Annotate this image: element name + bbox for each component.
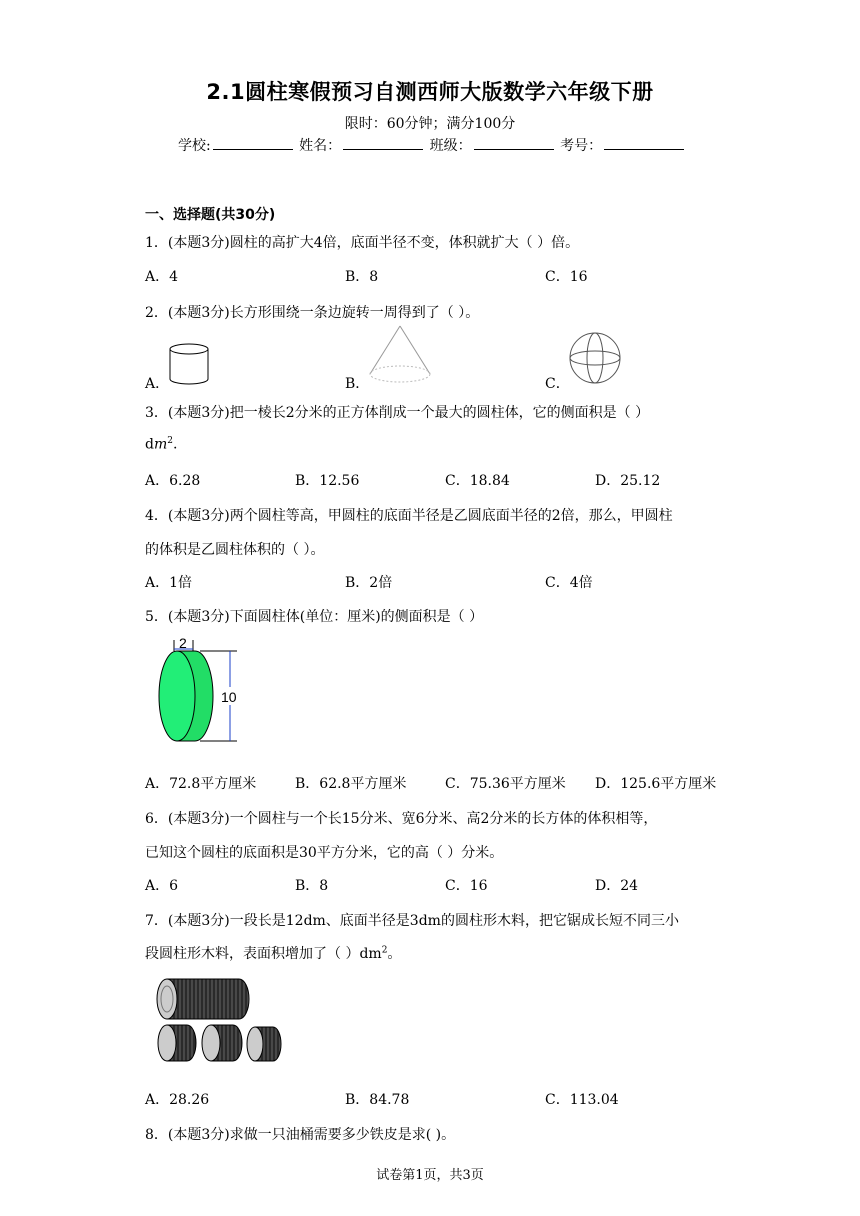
cylinder-icon xyxy=(168,341,212,387)
school-blank[interactable] xyxy=(213,137,293,150)
question-3-unit xyxy=(145,436,177,453)
fig-top-label: 2 xyxy=(179,635,187,651)
unit-dot: . xyxy=(172,436,178,453)
option-b[interactable]: B．62.8平方厘米 xyxy=(295,776,407,792)
question-number: 7． xyxy=(145,913,168,929)
question-text: (本题3分)求做一只油桶需要多少铁皮是求( )。 xyxy=(167,1127,456,1143)
info-line xyxy=(178,135,686,155)
option-c[interactable]: C．75.36平方厘米 xyxy=(445,776,566,792)
option-b[interactable]: B．84.78 xyxy=(345,1092,410,1108)
option-b[interactable]: B．8 xyxy=(345,269,379,285)
option-a[interactable]: A． xyxy=(145,376,170,392)
question-4-line2: 的体积是乙圆柱体积的（ ）。 xyxy=(145,542,325,558)
question-text: (本题3分)长方形围绕一条边旋转一周得到了（ ）。 xyxy=(167,305,480,321)
option-b[interactable]: B．8 xyxy=(295,878,329,894)
page-footer: 试卷第1页，共3页 xyxy=(376,1168,484,1183)
question-8 xyxy=(145,1124,455,1144)
question-7-end: 。 xyxy=(387,946,402,962)
question-6-line2: 已知这个圆柱的底面积是30平方分米，它的高（ ）分米。 xyxy=(145,845,504,861)
question-number: 1． xyxy=(145,235,168,251)
question-text: (本题3分)一段长是12dm、底面半径是3dm的圆柱形木料，把它锯成长短不同三小 xyxy=(167,913,679,929)
question-text: (本题3分)两个圆柱等高，甲圆柱的底面半径是乙圆底面半径的2倍，那么，甲圆柱 xyxy=(167,508,673,524)
question-7-text: 段圆柱形木料，表面积增加了（ ）dm xyxy=(145,946,382,962)
option-c[interactable]: C．16 xyxy=(445,878,488,894)
question-number: 2． xyxy=(145,305,168,321)
option-c[interactable]: C．4倍 xyxy=(545,575,593,591)
option-a[interactable]: A．6 xyxy=(145,878,179,894)
class-blank[interactable] xyxy=(474,137,554,150)
option-b[interactable]: B． xyxy=(345,376,370,392)
question-6 xyxy=(145,808,657,828)
log-pieces-figure xyxy=(155,975,290,1067)
question-text: (本题3分)圆柱的高扩大4倍，底面半径不变，体积就扩大（ ）倍。 xyxy=(167,235,580,251)
question-text: (本题3分)下面圆柱体(单位：厘米)的侧面积是（ ） xyxy=(167,609,484,625)
name-label: 姓名： xyxy=(299,138,342,154)
option-a[interactable]: A．4 xyxy=(145,269,179,285)
question-4 xyxy=(145,505,673,525)
fig-side-label: 10 xyxy=(221,689,237,705)
option-c[interactable]: C． xyxy=(545,376,570,392)
option-d[interactable]: D．125.6平方厘米 xyxy=(595,776,717,792)
section-heading: 一、选择题(共30分) xyxy=(145,207,276,223)
superscript: 2 xyxy=(381,945,388,956)
green-cylinder-figure xyxy=(145,635,245,747)
option-c[interactable]: C．113.04 xyxy=(545,1092,619,1108)
question-2 xyxy=(145,302,479,322)
unit-sup: 2 xyxy=(167,436,173,446)
question-3 xyxy=(145,402,649,422)
option-c[interactable]: C．18.84 xyxy=(445,473,510,489)
question-text: (本题3分)一个圆柱与一个长15分米、宽6分米、高2分米的长方体的体积相等， xyxy=(167,811,658,827)
option-b[interactable]: B．12.56 xyxy=(295,473,360,489)
exam-no-label: 考号： xyxy=(560,138,603,154)
exam-no-blank[interactable] xyxy=(604,137,684,150)
option-c[interactable]: C．16 xyxy=(545,269,588,285)
question-7-line2 xyxy=(145,943,401,963)
question-7 xyxy=(145,910,679,930)
question-number: 4． xyxy=(145,508,168,524)
question-1 xyxy=(145,232,579,252)
unit-d: d xyxy=(145,436,154,453)
unit-m: m xyxy=(153,436,168,453)
option-a[interactable]: A．6.28 xyxy=(145,473,201,489)
page-title: 2.1圆柱寒假预习自测西师大版数学六年级下册 xyxy=(206,80,654,104)
option-a[interactable]: A．1倍 xyxy=(145,575,193,591)
question-number: 6． xyxy=(145,811,168,827)
school-label: 学校: xyxy=(178,138,211,154)
option-a[interactable]: A．28.26 xyxy=(145,1092,210,1108)
subtitle: 限时：60分钟；满分100分 xyxy=(344,116,516,132)
option-d[interactable]: D．25.12 xyxy=(595,473,661,489)
sphere-icon xyxy=(568,331,622,385)
cone-icon xyxy=(368,324,432,386)
option-b[interactable]: B．2倍 xyxy=(345,575,393,591)
option-a[interactable]: A．72.8平方厘米 xyxy=(145,776,257,792)
question-number: 8． xyxy=(145,1127,168,1143)
question-number: 5． xyxy=(145,609,168,625)
question-number: 3． xyxy=(145,405,168,421)
name-blank[interactable] xyxy=(343,137,423,150)
class-label: 班级： xyxy=(429,138,472,154)
option-d[interactable]: D．24 xyxy=(595,878,639,894)
question-5 xyxy=(145,606,483,626)
question-text: (本题3分)把一棱长2分米的正方体削成一个最大的圆柱体，它的侧面积是（ ） xyxy=(167,405,650,421)
